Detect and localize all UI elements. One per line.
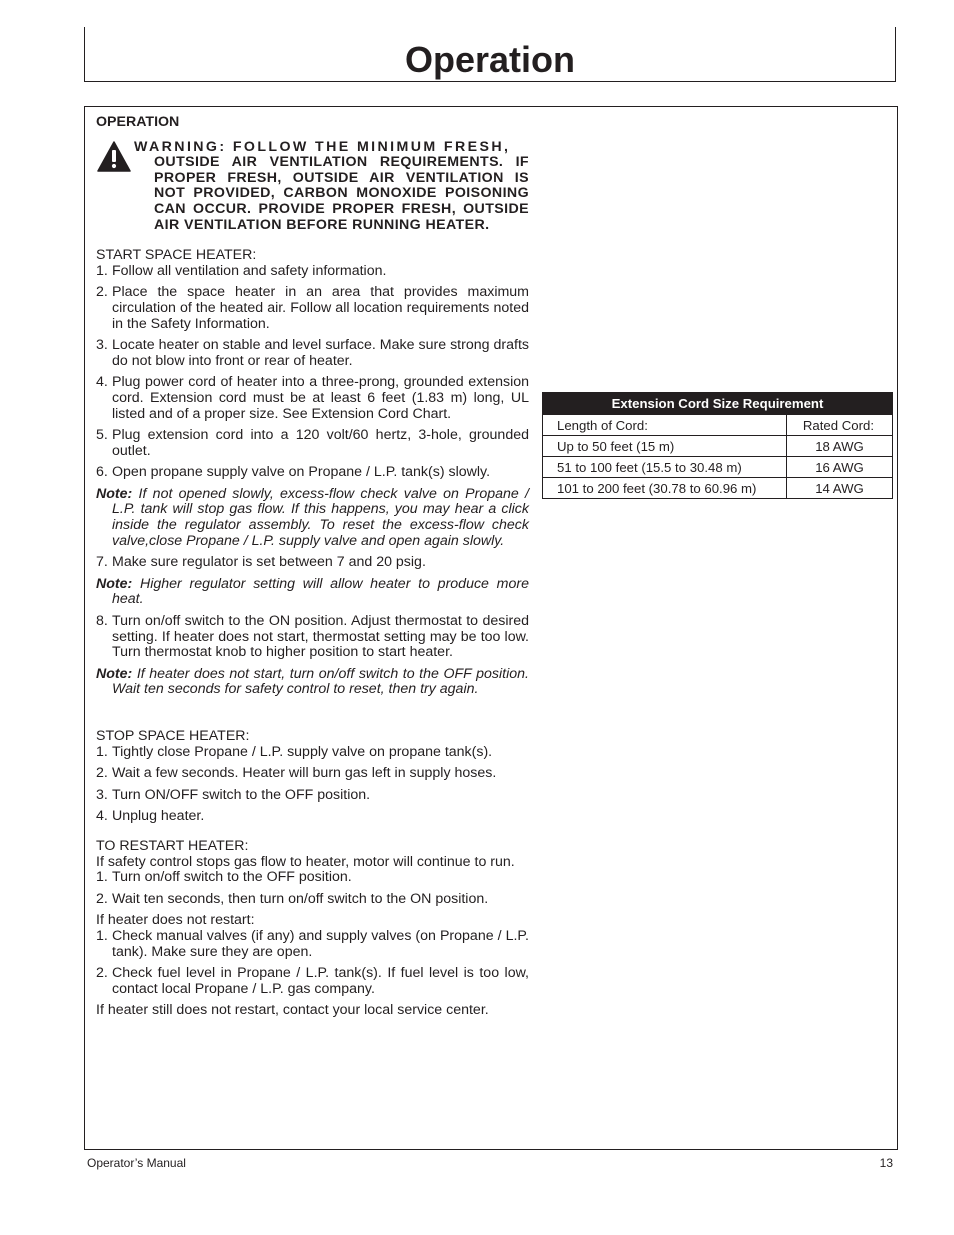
cell-rating: 18 AWG xyxy=(787,436,893,457)
start-steps-cont xyxy=(96,555,529,571)
if-not-restart-steps xyxy=(96,929,529,997)
list-item: 5. Plug extension cord into a 120 volt/60 hertz, 3-hole, grounded outlet. xyxy=(96,427,529,459)
list-item: 2. Wait a few seconds. Heater will burn gas left in supply hoses. xyxy=(96,765,497,782)
list-item: 4. Plug power cord of heater into a three-prong, grounded extension cord. Extension cord must be at least 6 feet (1.83 m) long, UL listed and of a proper size. See Extension Cord Chart. xyxy=(96,374,529,422)
table-row xyxy=(543,436,893,457)
cell-length: 51 to 100 feet (15.5 to 30.48 m) xyxy=(543,457,787,478)
note-regulator: Note: Higher regulator setting will allow heater to produce more heat. xyxy=(96,575,529,608)
note-no-start: Note: If heater does not start, turn on/off switch to the OFF position. Wait ten seconds for safety control to reset, then try again. xyxy=(96,665,529,698)
list-item: 8. Turn on/off switch to the ON position. Adjust thermostat to desired setting. If heater does not start, thermostat setting may be too low. Turn thermostat knob to higher position to start heater. xyxy=(96,613,529,661)
warning-rest: OUTSIDE AIR VENTILATION REQUIREMENTS. IF PROPER FRESH, OUTSIDE AIR VENTILATION IS NOT PROVIDED, CARBON MONOXIDE POISONING CAN OCCUR. PROVIDE PROPER FRESH, OUTSIDE AIR VENTILATION BEFORE RUNNING HEATER. xyxy=(154,154,529,233)
cell-rating: 14 AWG xyxy=(787,478,893,499)
list-item: 1. Follow all ventilation and safety information. xyxy=(96,262,387,279)
content-box xyxy=(84,106,898,1150)
start-steps-cont2 xyxy=(96,614,529,661)
warning-block xyxy=(96,140,529,234)
list-item: 6. Open propane supply valve on Propane / L.P. tank(s) slowly. xyxy=(96,464,491,481)
list-item: 2. Check fuel level in Propane / L.P. tank(s). If fuel level is too low, contact local Propane / L.P. gas company. xyxy=(96,965,529,997)
warning-first-line: WARNING: FOLLOW THE MINIMUM FRESH, xyxy=(134,138,511,155)
header-rated: Rated Cord: xyxy=(787,415,893,436)
header-length: Length of Cord: xyxy=(543,415,787,436)
note-excess-flow: Note: If not opened slowly, excess-flow check valve on Propane / L.P. tank will stop gas flow. If this happens, you may hear a click inside the regulator assembly. To reset the excess-flow check valve,close Propane / L.P. supply valve and open again slowly. xyxy=(96,485,529,549)
warning-triangle-icon xyxy=(97,141,131,172)
start-steps xyxy=(96,264,529,481)
list-item: 7. Make sure regulator is set between 7 and 20 psig. xyxy=(96,554,426,571)
footer-page-number: 13 xyxy=(879,1156,893,1170)
footer-manual-name: Operator’s Manual xyxy=(87,1156,186,1170)
list-item: 3. Turn ON/OFF switch to the OFF position. xyxy=(96,786,371,803)
list-item: 1. Check manual valves (if any) and supply valves (on Propane / L.P. tank). Make sure they are open. xyxy=(96,927,529,960)
restart-intro: If safety control stops gas flow to heater, motor will continue to run. xyxy=(96,853,515,870)
section-heading: OPERATION xyxy=(96,114,180,130)
list-item: 2. Wait ten seconds, then turn on/off switch to the ON position. xyxy=(96,890,489,907)
start-label: START SPACE HEATER: xyxy=(96,247,257,264)
restart-steps xyxy=(96,870,529,907)
list-item: 4. Unplug heater. xyxy=(96,808,205,825)
list-item: 2. Place the space heater in an area that provides maximum circulation of the heated air. Follow all location requirements noted in the Safety Information. xyxy=(96,284,529,332)
cell-length: Up to 50 feet (15 m) xyxy=(543,436,787,457)
restart-label: TO RESTART HEATER: xyxy=(96,837,249,854)
list-item: 3. Locate heater on stable and level surface. Make sure strong drafts do not blow into front or rear of heater. xyxy=(96,337,529,369)
cell-length: 101 to 200 feet (30.78 to 60.96 m) xyxy=(543,478,787,499)
list-item: 1. Tightly close Propane / L.P. supply valve on propane tank(s). xyxy=(96,743,493,760)
if-not-restart-label: If heater does not restart: xyxy=(96,912,255,929)
warning-text xyxy=(134,140,529,234)
page-title: Operation xyxy=(404,39,575,80)
table-row xyxy=(543,478,893,499)
title-box xyxy=(84,27,896,82)
list-item: 1. Turn on/off switch to the OFF position. xyxy=(96,869,352,886)
stop-label: STOP SPACE HEATER: xyxy=(96,728,250,744)
instructions-column xyxy=(96,115,529,1024)
table-row xyxy=(543,457,893,478)
cell-rating: 16 AWG xyxy=(787,457,893,478)
table-title: Extension Cord Size Requirement xyxy=(543,393,893,415)
stop-steps xyxy=(96,745,529,825)
table-header-row xyxy=(543,415,893,436)
final-instruction: If heater still does not restart, contact your local service center. xyxy=(96,1002,489,1019)
extension-cord-table xyxy=(542,392,893,499)
